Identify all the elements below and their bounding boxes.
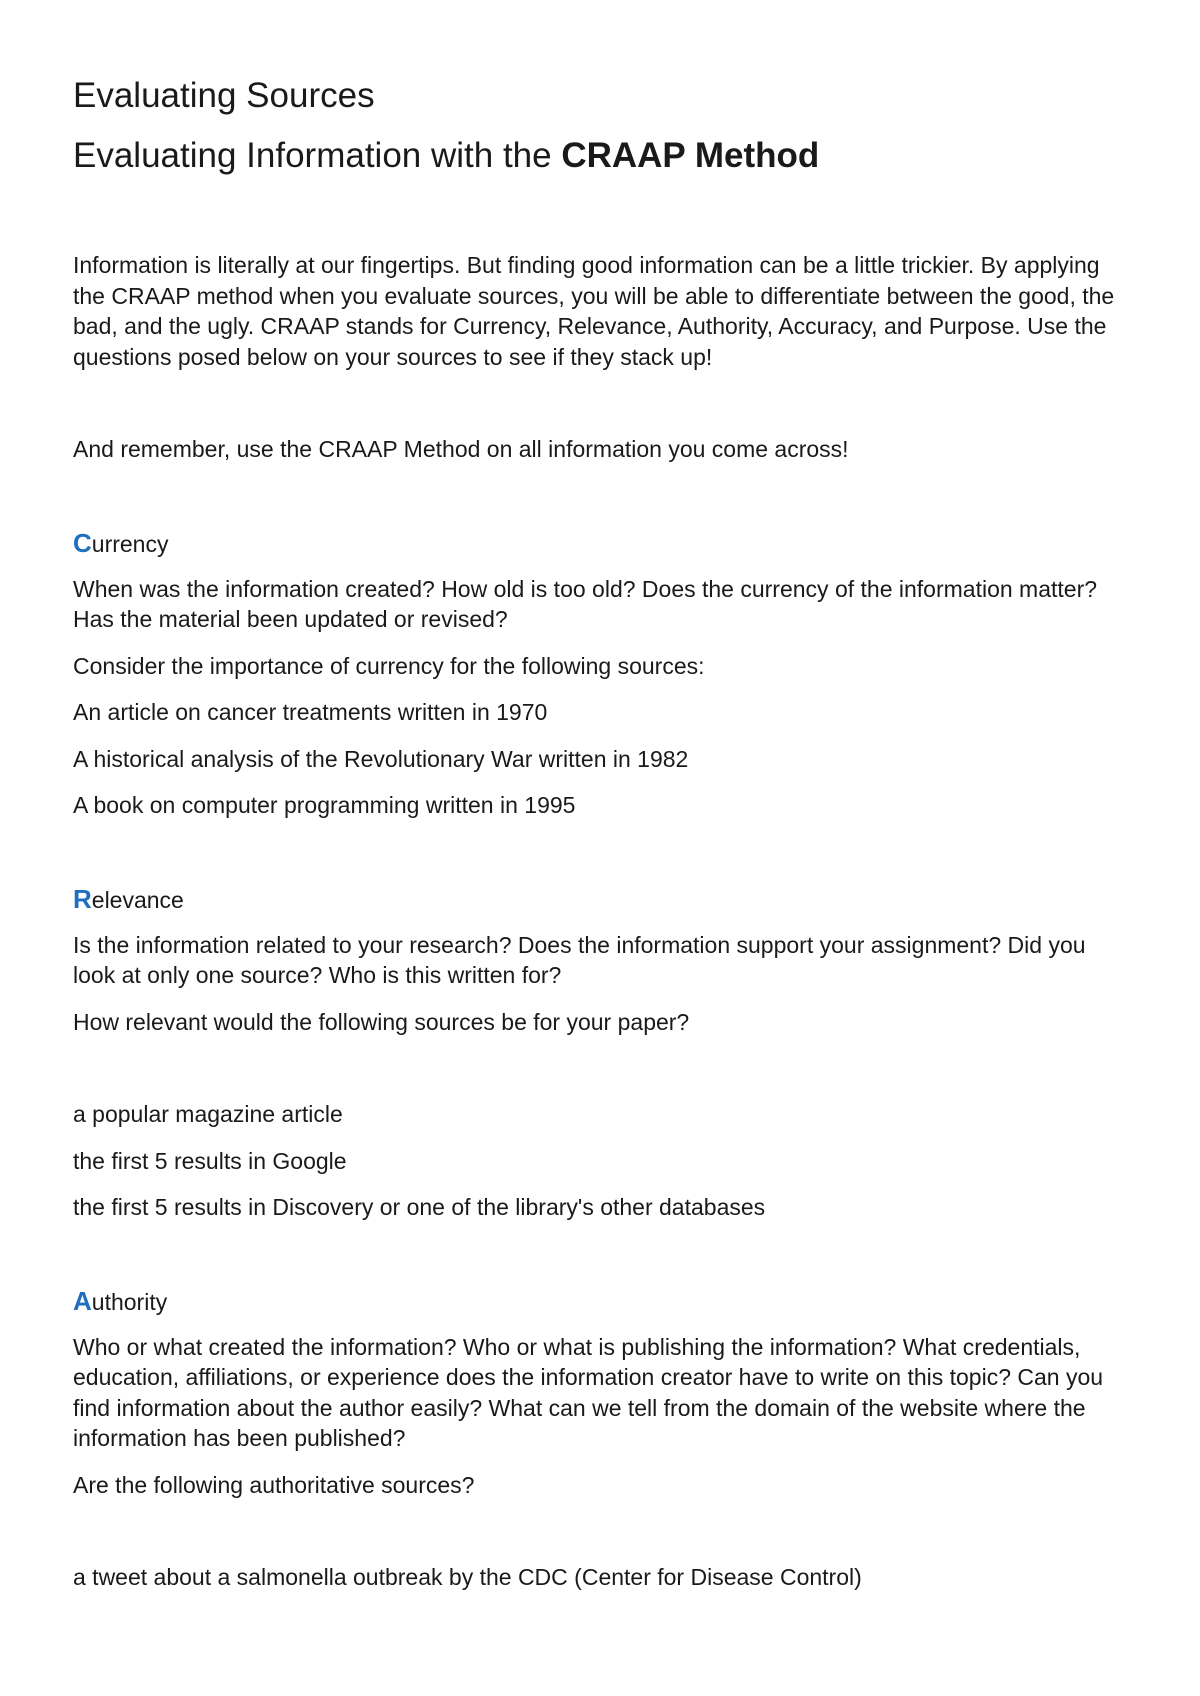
intro-paragraph: Information is literally at our fingertips. But finding good information can be a little trickier. By applying the CRAAP method when you evaluate sources, you will be able to differentiate between the good, the bad, and the ugly. CRAAP stands for Currency, Relevance, Authority, Accuracy, and Purpose. Use the questions posed below on your sources to see if they stack up! [73, 252, 1115, 370]
list-item: a popular magazine article [73, 1101, 343, 1127]
heading-initial: R [73, 883, 92, 914]
section-questions: When was the information created? How old is too old? Does the currency of the information matter? Has the material been updated or revised? [73, 575, 1098, 632]
section-heading-currency [73, 527, 1128, 560]
section-prompt: Consider the importance of currency for the following sources: [73, 652, 705, 679]
section-currency [73, 527, 1128, 821]
section-heading-relevance [73, 883, 1128, 916]
list-item: An article on cancer treatments written in 1970 [73, 699, 548, 725]
heading-rest: uthority [91, 1288, 168, 1315]
section-heading-authority [73, 1285, 1128, 1318]
section-questions: Is the information related to your research? Does the information support your assignment? Did you look at only one source? Who is this written for? [73, 931, 1086, 988]
list-item: the first 5 results in Discovery or one of the library's other databases [73, 1194, 766, 1220]
heading-rest: urrency [91, 530, 169, 557]
page-title: Evaluating Sources [73, 76, 375, 115]
subtitle-emphasis: CRAAP Method [561, 136, 820, 175]
section-authority [73, 1285, 1128, 1593]
heading-initial: C [73, 527, 92, 558]
list-item: A book on computer programming written in 1995 [73, 792, 576, 818]
reminder-paragraph: And remember, use the CRAAP Method on all information you come across! [73, 436, 849, 462]
section-prompt: Are the following authoritative sources? [73, 1471, 475, 1498]
list-item: a tweet about a salmonella outbreak by the CDC (Center for Disease Control) [73, 1564, 862, 1590]
list-item: A historical analysis of the Revolutionary War written in 1982 [73, 745, 689, 772]
heading-initial: A [73, 1285, 92, 1316]
subtitle-prefix: Evaluating Information with the [73, 136, 562, 175]
list-item: the first 5 results in Google [73, 1147, 347, 1174]
section-questions: Who or what created the information? Who or what is publishing the information? What credentials, education, affiliations, or experience does the information creator have to write on this topic? Can you find information about the author easily? What can we tell from the domain of the website where the information has been published? [73, 1333, 1104, 1451]
section-prompt: How relevant would the following sources be for your paper? [73, 1008, 690, 1035]
heading-rest: elevance [91, 886, 184, 913]
page-subtitle [73, 132, 1128, 180]
section-relevance [73, 883, 1128, 1223]
